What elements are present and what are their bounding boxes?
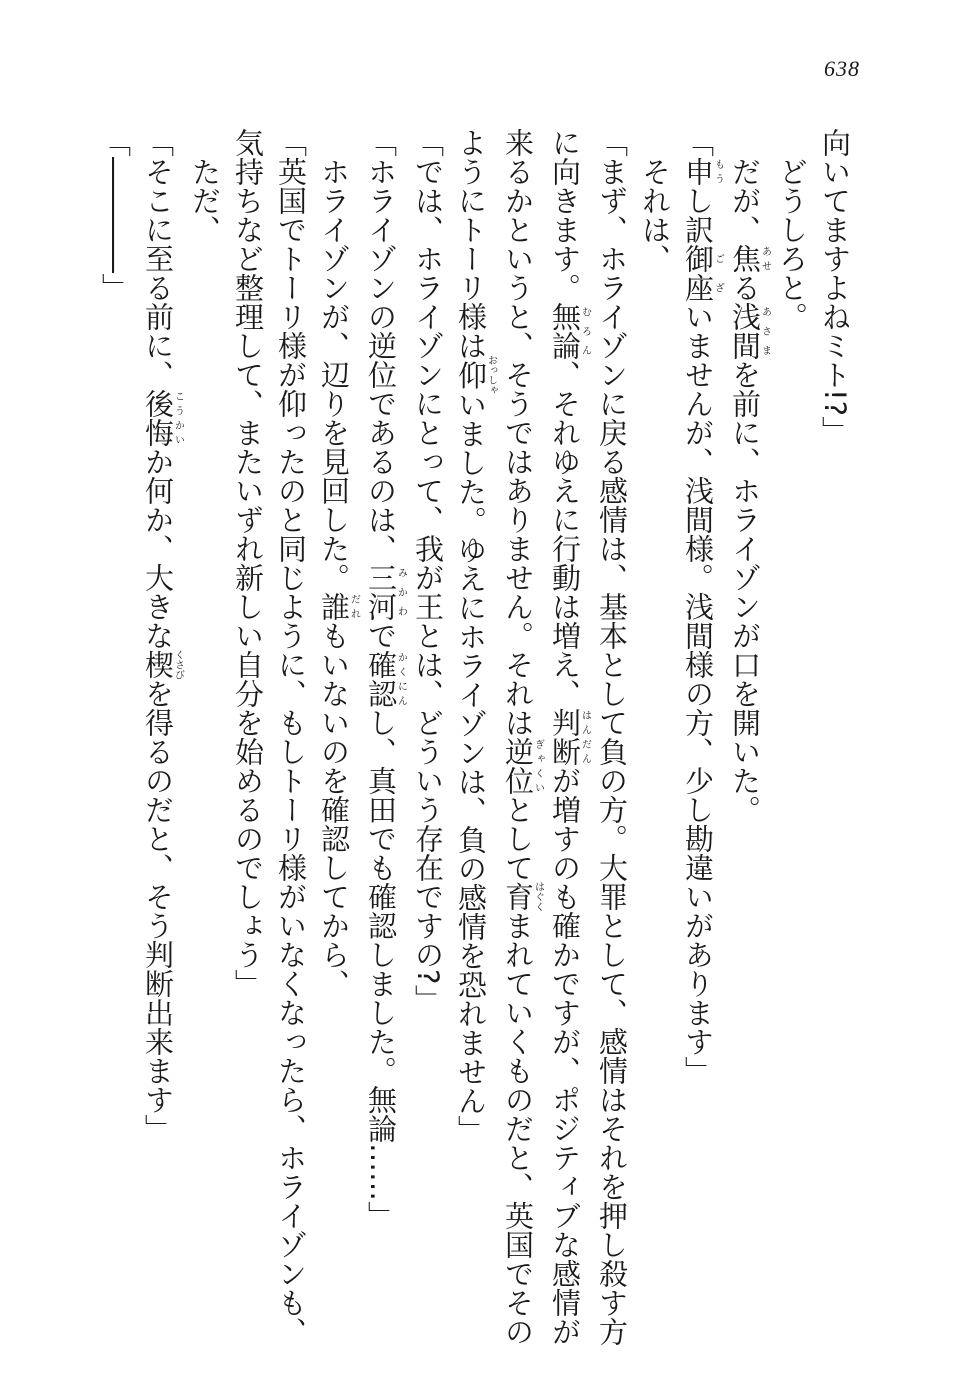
text-segment: 向いてますよねミト!?」 — [818, 128, 852, 446]
ruby-word — [728, 244, 771, 273]
text-line — [183, 128, 226, 1308]
ruby-word — [548, 302, 591, 360]
text-segment: 「 — [681, 128, 715, 157]
ruby-reading: かくにん — [395, 650, 407, 708]
text-line — [813, 128, 856, 1308]
text-segment: いました。ゆえにホライゾンは、負の感情を恐れません」 — [454, 390, 488, 1144]
text-segment: で — [364, 621, 398, 650]
text-segment: どうしろと。 — [775, 128, 809, 331]
text-segment: を前に、ホライゾンが口を開いた。 — [728, 360, 762, 824]
ruby-word — [364, 563, 407, 621]
ruby-base: 申 — [681, 157, 715, 186]
text-line — [543, 128, 591, 1346]
ruby-reading: みかわ — [395, 563, 407, 621]
ruby-word — [141, 649, 184, 680]
text-segment: 「ホライゾンの逆位であるのは、 — [364, 128, 398, 563]
text-segment: る — [728, 273, 762, 302]
body-text — [93, 128, 856, 1346]
text-segment: ホライゾンが、辺りを見回した。 — [317, 128, 351, 592]
text-line — [449, 128, 496, 1308]
ruby-reading: だれ — [348, 592, 360, 621]
ruby-base: 判断 — [548, 708, 582, 766]
ruby-base: 楔 — [141, 649, 175, 680]
text-segment: し訳 — [681, 186, 715, 244]
text-line — [136, 128, 183, 1308]
text-line — [406, 128, 449, 1308]
text-line — [633, 128, 676, 1308]
text-line — [723, 128, 770, 1308]
text-line — [590, 128, 633, 1346]
text-segment: か何か、大きな — [141, 447, 175, 650]
ruby-base: 誰 — [317, 592, 351, 621]
text-segment: いませんが、浅間様。浅間様の方、少し勘違いがあります」 — [681, 302, 715, 1085]
ruby-base: 確認 — [364, 650, 398, 708]
ruby-base: 育 — [501, 881, 535, 912]
ruby-word — [548, 708, 591, 766]
text-segment: まれていくものだと、英国でその — [501, 911, 535, 1346]
ruby-base: 仰 — [454, 355, 488, 395]
ruby-reading: はんだん — [579, 708, 591, 766]
text-segment: を得るのだと、そう判断出来ます」 — [141, 679, 175, 1143]
ruby-word — [501, 881, 544, 912]
ruby-word — [317, 592, 360, 621]
ruby-reading: はぐく — [532, 881, 544, 912]
text-segment: が増すのも確かですが、ポジティブな感情が — [548, 766, 582, 1346]
ruby-word — [454, 355, 497, 395]
ruby-word — [364, 650, 407, 708]
ruby-reading: ぎゃくい — [532, 737, 544, 795]
text-segment: 「――――」 — [98, 128, 132, 302]
text-segment: に向きます。 — [548, 128, 582, 302]
ruby-base: 後悔 — [141, 389, 175, 447]
ruby-word — [728, 302, 771, 360]
ruby-word — [681, 157, 724, 186]
text-line — [496, 128, 544, 1346]
text-segment: 「では、ホライゾンにとって、我が王とは、どういう存在ですの?」 — [411, 128, 445, 1014]
text-segment: し、真田でも確認しました。無論……」 — [364, 708, 398, 1230]
ruby-reading: ござ — [712, 244, 724, 302]
text-line — [359, 128, 406, 1308]
text-line — [312, 128, 359, 1308]
text-segment: 来るかというと、そうではありません。それは — [501, 128, 535, 737]
ruby-reading: むろん — [579, 302, 591, 360]
text-segment: 「まず、ホライゾンに戻る感情は、基本として負の方。大罪として、感情はそれを押し殺す方 — [595, 128, 629, 1346]
text-line — [226, 128, 269, 1308]
text-segment: もいないのを確認してから、 — [317, 621, 351, 998]
text-segment: 「そこに至る前に、 — [141, 128, 175, 389]
text-line — [770, 128, 813, 1308]
text-line — [93, 128, 136, 1308]
ruby-word — [501, 737, 544, 795]
text-segment: として — [501, 795, 535, 882]
ruby-base: 無論 — [548, 302, 582, 360]
ruby-reading: こうかい — [172, 389, 184, 447]
ruby-reading: あせ — [759, 244, 771, 273]
ruby-base: 御座 — [681, 244, 715, 302]
text-segment: ようにトーリ様は — [454, 128, 488, 360]
text-segment: だが、 — [728, 128, 762, 244]
ruby-reading: あさま — [759, 302, 771, 360]
text-segment: それは、 — [638, 128, 672, 273]
ruby-reading: くさび — [172, 649, 184, 680]
text-line — [676, 128, 723, 1308]
ruby-base: 逆位 — [501, 737, 535, 795]
text-line — [269, 128, 312, 1346]
ruby-base: 浅間 — [728, 302, 762, 360]
ruby-base: 三河 — [364, 563, 398, 621]
text-segment: 「英国でトーリ様が仰ったのと同じように、もしトーリ様がいなくなったら、ホライゾンも、 — [274, 128, 308, 1346]
text-segment: 、それゆえに行動は増え、 — [548, 360, 582, 708]
text-segment: 気持ちなど整理して、またいずれ新しい自分を始めるのでしょう」 — [231, 128, 265, 998]
ruby-word — [141, 389, 184, 447]
ruby-word — [681, 244, 724, 302]
ruby-reading: おっしゃ — [485, 355, 497, 395]
page-number: 638 — [824, 56, 860, 81]
ruby-reading: もう — [712, 157, 724, 186]
ruby-base: 焦 — [728, 244, 762, 273]
text-segment: ただ、 — [188, 128, 222, 244]
